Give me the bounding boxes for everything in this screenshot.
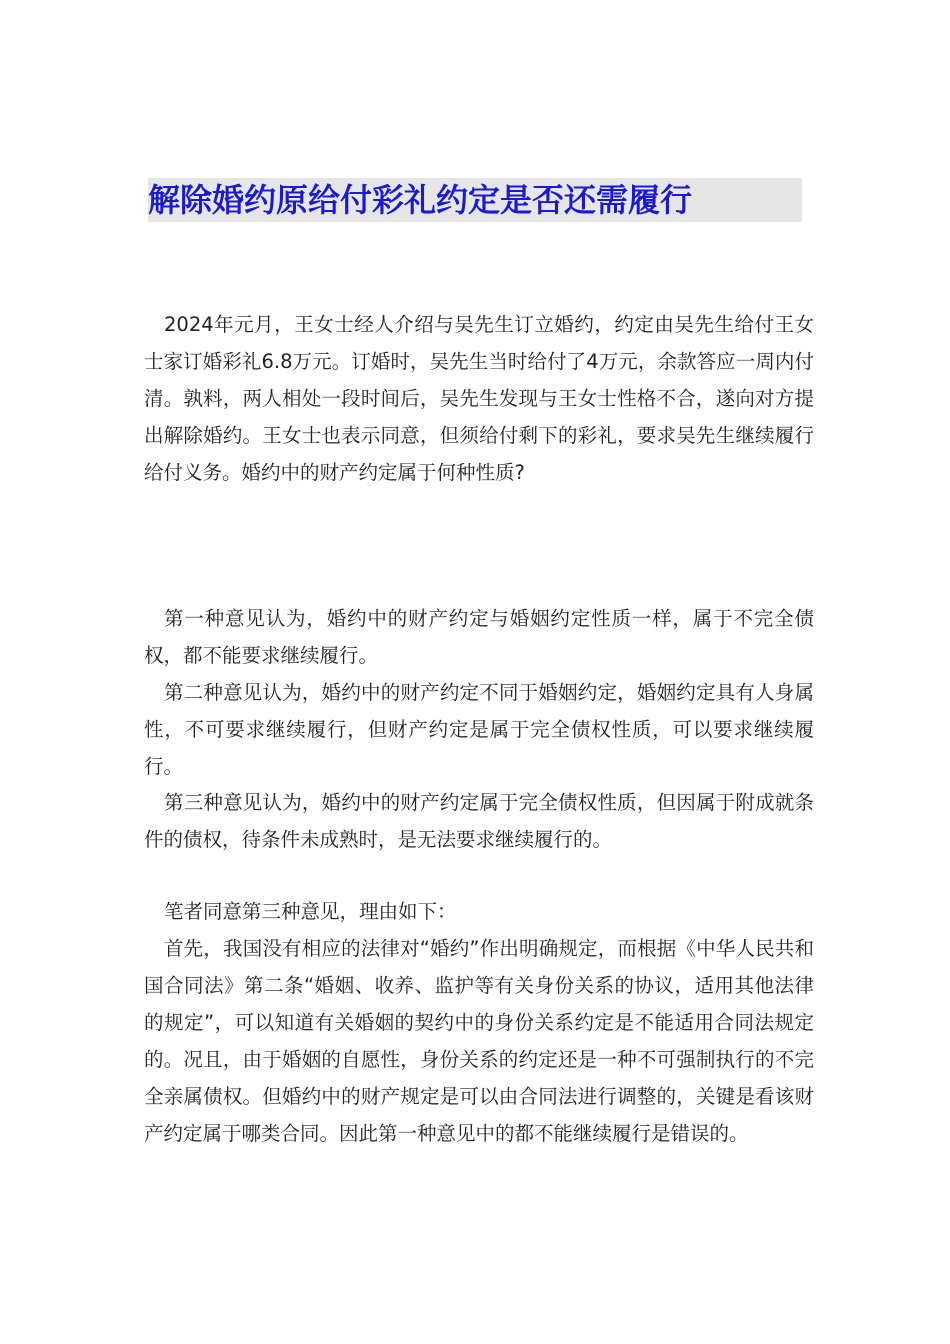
second-opinion-paragraph: 第二种意见认为，婚约中的财产约定不同于婚姻约定，婚姻约定具有人身属性，不可要求继续履行，但财产约定是属于完全债权性质，可以要求继续履行。 <box>144 681 814 778</box>
reasoning-first-paragraph: 首先，我国没有相应的法律对“婚约”作出明确规定，而根据《中华人民共和国合同法》第二条“婚姻、收养、监护等有关身份关系的协议，适用其他法律的规定”，可以知道有关婚姻的契约中的身份关系约定是不能适用合同法规定的。况且，由于婚姻的自愿性，身份关系的约定还是一种不可强制执行的不完全亲属债权。但婚约中的财产规定是可以由合同法进行调整的，关键是看该财产约定属于哪类合同。因此第一种意见中的都不能继续履行是错误的。 <box>144 937 814 1145</box>
author-position-paragraph: 笔者同意第三种意见，理由如下： <box>164 900 457 923</box>
first-opinion-paragraph: 第一种意见认为，婚约中的财产约定与婚姻约定性质一样，属于不完全债权，都不能要求继续履行。 <box>144 607 814 667</box>
case-description-paragraph: 2024年元月，王女士经人介绍与吴先生订立婚约，约定由吴先生给付王女士家订婚彩礼6.8万元。订婚时，吴先生当时给付了4万元，余款答应一周内付清。孰料，两人相处一段时间后，吴先生发现与王女士性格不合，遂向对方提出解除婚约。王女士也表示同意，但须给付剩下的彩礼，要求吴先生继续履行给付义务。婚约中的财产约定属于何种性质? <box>144 313 814 484</box>
document-title: 解除婚约原给付彩礼约定是否还需履行 <box>148 178 802 222</box>
third-opinion-paragraph: 第三种意见认为，婚约中的财产约定属于完全债权性质，但因属于附成就条件的债权，待条件未成熟时，是无法要求继续履行的。 <box>144 791 814 851</box>
